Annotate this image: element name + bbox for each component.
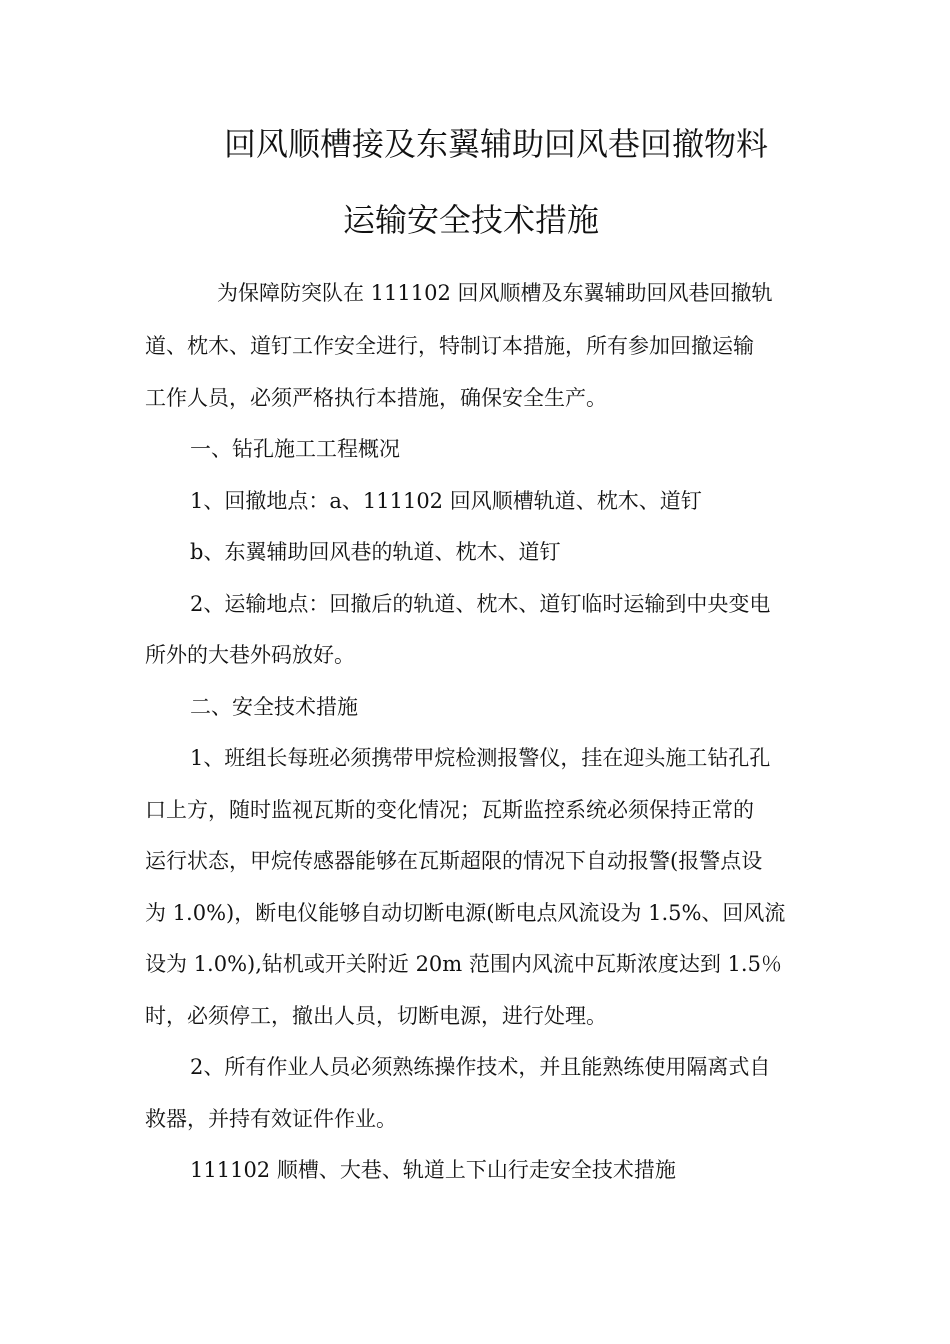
paragraph-intro-line-2: 道、枕木、道钉工作安全进行，特制订本措施，所有参加回撤运输 bbox=[145, 334, 754, 358]
document-title-line-1: 回风顺槽接及东翼辅助回风巷回撤物料 bbox=[224, 125, 769, 163]
document-title-line-2: 运输安全技术措施 bbox=[343, 201, 600, 239]
list-item-transport-line-2: 所外的大巷外码放好。 bbox=[145, 643, 355, 667]
measure-1-line-2: 口上方，随时监视瓦斯的变化情况；瓦斯监控系统必须保持正常的 bbox=[145, 798, 754, 822]
measure-2-line-1: 2、所有作业人员必须熟练操作技术，并且能熟练使用隔离式自 bbox=[190, 1055, 771, 1079]
list-item-location-a: 1、回撤地点：a、111102 回风顺槽轨道、枕木、道钉 bbox=[190, 489, 702, 513]
list-item-location-b: b、东翼辅助回风巷的轨道、枕木、道钉 bbox=[190, 540, 561, 564]
measure-1-line-6: 时，必须停工，撤出人员，切断电源，进行处理。 bbox=[145, 1004, 607, 1028]
measure-2-line-2: 救器，并持有效证件作业。 bbox=[145, 1107, 397, 1131]
list-item-transport-line-1: 2、运输地点：回撤后的轨道、枕木、道钉临时运输到中央变电 bbox=[190, 592, 771, 616]
measure-1-line-4: 为 1.0%)，断电仪能够自动切断电源(断电点风流设为 1.5%、回风流 bbox=[145, 901, 786, 925]
paragraph-intro-line-3: 工作人员，必须严格执行本措施，确保安全生产。 bbox=[145, 386, 607, 410]
section-heading-2: 二、安全技术措施 bbox=[190, 695, 358, 719]
paragraph-intro-line-1: 为保障防突队在 111102 回风顺槽及东翼辅助回风巷回撤轨 bbox=[217, 281, 773, 305]
measure-1-line-3: 运行状态，甲烷传感器能够在瓦斯超限的情况下自动报警(报警点设 bbox=[145, 849, 763, 873]
measure-1-line-5: 设为 1.0%),钻机或开关附近 20m 范围内风流中瓦斯浓度达到 1.5％ bbox=[145, 952, 782, 976]
subsection-title: 111102 顺槽、大巷、轨道上下山行走安全技术措施 bbox=[190, 1158, 676, 1182]
measure-1-line-1: 1、班组长每班必须携带甲烷检测报警仪，挂在迎头施工钻孔孔 bbox=[190, 746, 771, 770]
section-heading-1: 一、钻孔施工工程概况 bbox=[190, 437, 400, 461]
